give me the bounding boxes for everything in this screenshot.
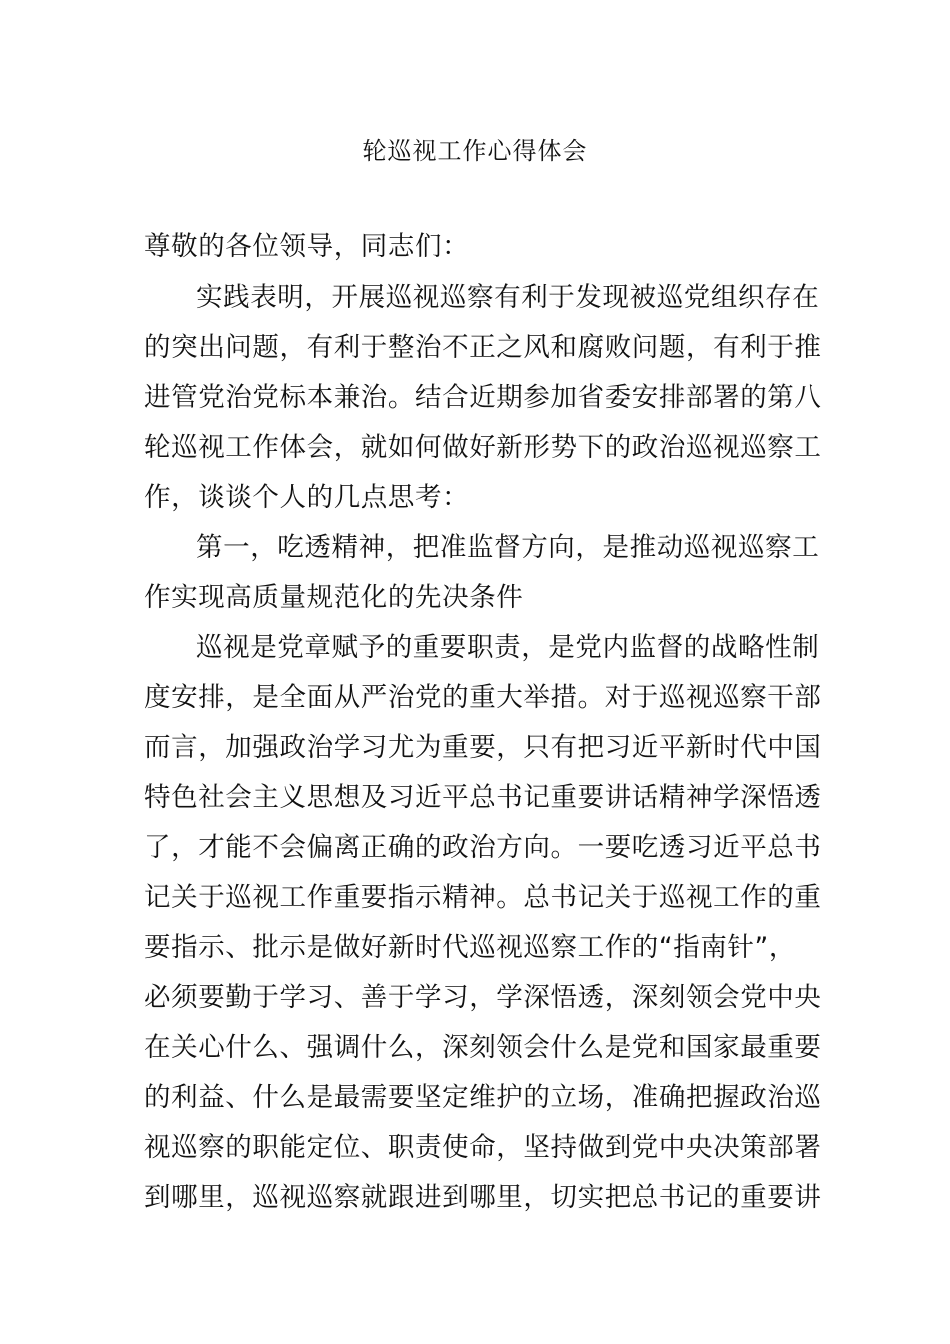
section-heading-line: 第一，吃透精神，把准监督方向，是推动巡视巡察工 [196,532,820,563]
paragraph-line: 到哪里，巡视巡察就跟进到哪里，切实把总书记的重要讲 [144,1182,822,1213]
paragraph-line: 记关于巡视工作重要指示精神。总书记关于巡视工作的重 [144,882,822,913]
paragraph-line: 的利益、什么是最需要坚定维护的立场，准确把握政治巡 [144,1082,822,1113]
paragraph-line: 要指示、批示是做好新时代巡视巡察工作的“指南针”， [144,932,796,963]
paragraph-line: 轮巡视工作体会，就如何做好新形势下的政治巡视巡察工 [144,432,822,463]
paragraph-line: 的突出问题，有利于整治不正之风和腐败问题，有利于推 [144,332,822,363]
document-title: 轮巡视工作心得体会 [362,137,588,165]
paragraph-line: 进管党治党标本兼治。结合近期参加省委安排部署的第八 [144,382,822,413]
paragraph-line: 必须要勤于学习、善于学习，学深悟透，深刻领会党中央 [144,982,822,1013]
paragraph-line: 而言，加强政治学习尤为重要，只有把习近平新时代中国 [144,732,822,763]
paragraph-line: 在关心什么、强调什么，深刻领会什么是党和国家最重要 [144,1032,822,1063]
paragraph-line: 视巡察的职能定位、职责使命，坚持做到党中央决策部署 [144,1132,822,1163]
paragraph-line: 度安排，是全面从严治党的重大举措。对于巡视巡察干部 [144,682,822,713]
paragraph-line: 特色社会主义思想及习近平总书记重要讲话精神学深悟透 [144,782,822,813]
salutation: 尊敬的各位领导，同志们： [144,231,470,262]
paragraph-line: 作，谈谈个人的几点思考： [144,482,470,513]
paragraph-line: 了，才能不会偏离正确的政治方向。一要吃透习近平总书 [144,832,822,863]
paragraph-line: 实践表明，开展巡视巡察有利于发现被巡党组织存在 [196,282,820,313]
paragraph-line: 巡视是党章赋予的重要职责，是党内监督的战略性制 [196,632,820,663]
section-heading-line: 作实现高质量规范化的先决条件 [144,582,524,613]
